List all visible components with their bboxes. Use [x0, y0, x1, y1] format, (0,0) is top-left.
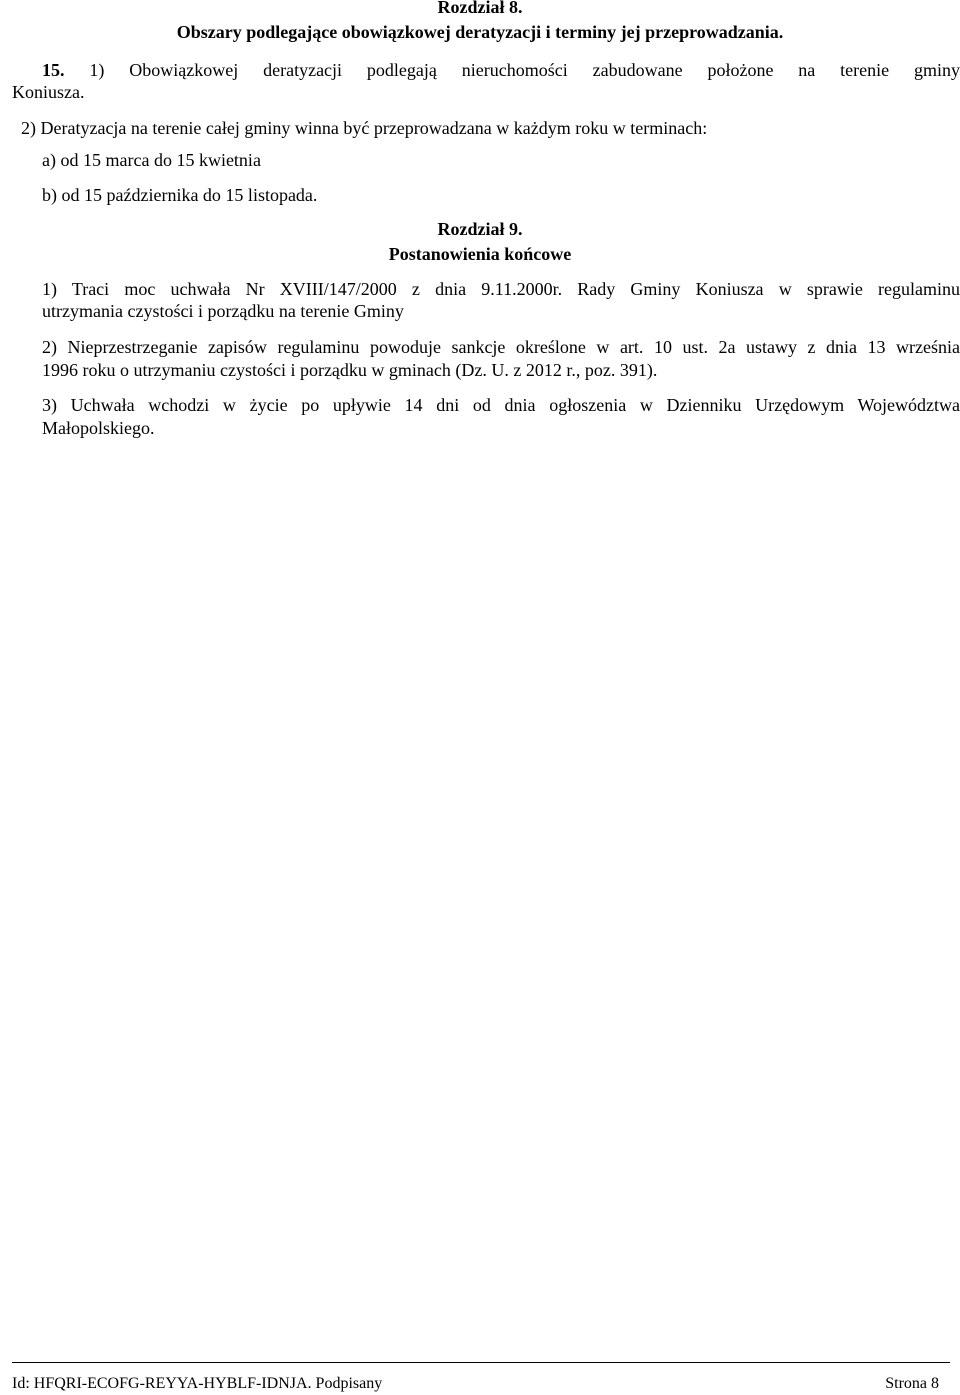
footer-divider — [12, 1362, 950, 1363]
chapter-8-title: Rozdział 8. — [437, 0, 523, 17]
section-15-paragraph-2: 2) Deratyzacja na terenie całej gminy winna być przeprowadzana w każdym roku w terminach: — [21, 118, 708, 138]
chapter-9-title: Rozdział 9. — [437, 219, 523, 239]
section-15-paragraph-1-cont: Koniusza. — [12, 82, 85, 102]
chapter-8-subtitle: Obszary podlegające obowiązkowej deratyzacji i terminy jej przeprowadzania. — [176, 22, 784, 42]
section-15-paragraph-1 — [42, 59, 960, 81]
section-15-item-a: a) od 15 marca do 15 kwietnia — [42, 150, 261, 170]
final-paragraph-3-cont: Małopolskiego. — [42, 418, 155, 438]
footer-page-number: Strona 8 — [885, 1375, 939, 1392]
footer-document-id: Id: HFQRI-ECOFG-REYYA-HYBLF-IDNJA. Podpisany — [12, 1375, 383, 1392]
final-paragraph-2-cont: 1996 roku o utrzymaniu czystości i porządku w gminach (Dz. U. z 2012 r., poz. 391). — [42, 360, 658, 380]
final-paragraph-1: 1) Traci moc uchwała Nr XVIII/147/2000 z dnia 9.11.2000r. Rady Gminy Koniusza w sprawie regulaminu — [42, 279, 960, 299]
chapter-9-subtitle: Postanowienia końcowe — [388, 244, 572, 264]
section-15-mark: 15. — [42, 60, 65, 80]
final-paragraph-1-cont: utrzymania czystości i porządku na terenie Gminy — [42, 301, 404, 321]
final-paragraph-2: 2) Nieprzestrzeganie zapisów regulaminu powoduje sankcje określone w art. 10 ust. 2a ustawy z dnia 13 września — [42, 337, 960, 357]
final-paragraph-3: 3) Uchwała wchodzi w życie po upływie 14 dni od dnia ogłoszenia w Dzienniku Urzędowym Województwa — [42, 395, 960, 415]
section-15-paragraph-1-text: 1) Obowiązkowej deratyzacji podlegają nieruchomości zabudowane położone na terenie gminy — [89, 60, 960, 80]
section-15-item-b: b) od 15 października do 15 listopada. — [42, 185, 318, 205]
